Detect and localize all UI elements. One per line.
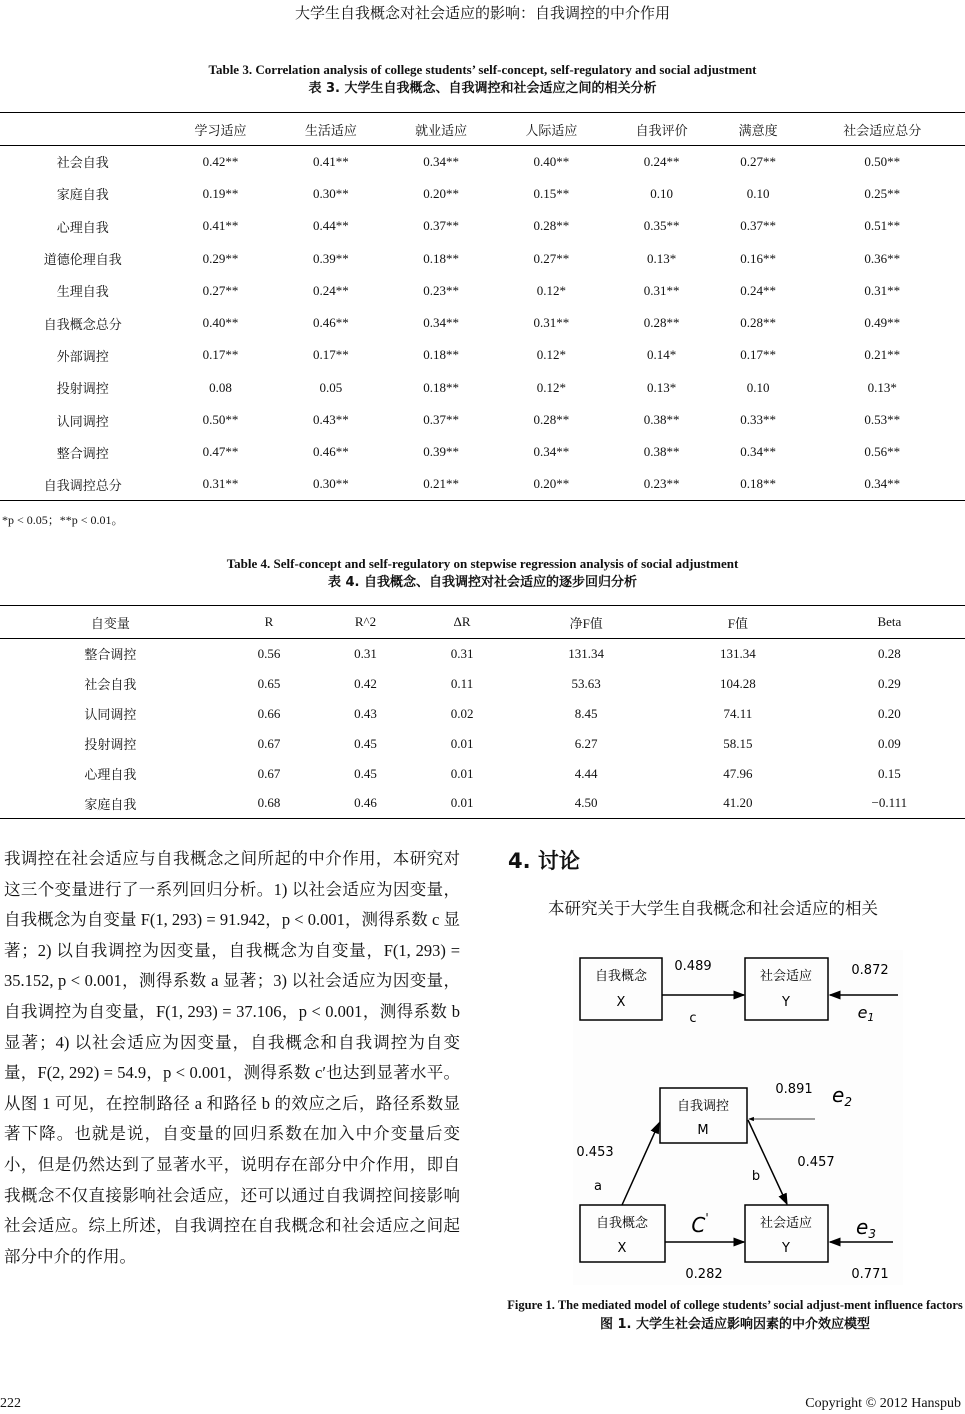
row-label: 社会自我 <box>56 155 109 171</box>
label: c <box>689 1011 697 1026</box>
table-cell: 0.66 <box>257 705 281 721</box>
table-cell: 0.21** <box>864 347 901 363</box>
table-cell: 0.43 <box>354 705 377 721</box>
table-cell: 0.30** <box>312 476 349 492</box>
table-cell: 0.30** <box>312 185 349 201</box>
cprime-symbol: C <box>691 1213 706 1237</box>
row-label: 认同调控 <box>84 707 137 722</box>
table-cell: 0.20** <box>533 476 570 492</box>
coef: 0.453 <box>576 1145 614 1160</box>
coef: 0.282 <box>685 1267 723 1282</box>
table-cell: 0.20 <box>877 705 901 721</box>
table-cell: 0.31** <box>202 476 239 492</box>
e1-symbol: e <box>857 1003 868 1022</box>
table-cell: 0.31** <box>643 282 680 298</box>
table-cell: 0.31 <box>354 645 377 661</box>
table-cell: −0.111 <box>871 795 908 811</box>
table-cell: 0.49** <box>864 315 901 331</box>
e2-symbol: e <box>832 1083 845 1107</box>
copyright: Copyright © 2012 Hanspub <box>805 1396 961 1411</box>
table-cell: 0.27** <box>202 282 239 298</box>
table-cell: 0.34** <box>423 153 459 169</box>
coef: 0.489 <box>674 959 712 974</box>
table-cell: 0.23** <box>643 476 680 492</box>
row-label: 家庭自我 <box>56 187 109 203</box>
table-cell: 0.12* <box>536 347 567 363</box>
table-cell: 0.12* <box>536 379 567 395</box>
coef: 0.872 <box>851 963 889 978</box>
table-cell: 0.18** <box>423 347 459 363</box>
table-cell: 0.01 <box>450 765 474 781</box>
label: Y <box>782 995 790 1010</box>
label: a <box>594 1179 602 1194</box>
table-cell: 0.43** <box>312 412 349 428</box>
table-cell: 41.20 <box>723 795 753 811</box>
table-cell: 0.25** <box>864 185 901 201</box>
table-cell: 0.47** <box>202 444 239 460</box>
table-cell: 0.46** <box>312 315 349 331</box>
label: b <box>751 1169 761 1184</box>
column-header: ΔR <box>453 614 471 629</box>
table-cell: 0.38** <box>643 412 680 428</box>
label: 自我概念 <box>595 1216 649 1231</box>
coef: 0.457 <box>797 1155 835 1170</box>
table-cell: 0.21** <box>423 476 459 492</box>
table-cell: 0.50** <box>864 153 901 169</box>
column-header: 满意度 <box>738 122 778 138</box>
table-cell: 0.13* <box>867 379 897 395</box>
row-label: 投射调控 <box>56 381 109 397</box>
table-cell: 0.28** <box>740 315 777 331</box>
table4-caption-en: Table 4. Self-concept and self-regulatory on stepwise regression analysis of social adjustment <box>226 556 739 571</box>
section-heading: 4. 讨论 <box>508 849 580 873</box>
table-cell: 0.31** <box>533 315 570 331</box>
figure1-caption-en: Figure 1. The mediated model of college students’ social adjust-ment influence factors <box>507 1298 963 1312</box>
table-cell: 4.44 <box>574 765 598 781</box>
table-cell: 131.34 <box>720 645 756 661</box>
column-header: 人际适应 <box>525 122 578 138</box>
table-cell: 0.51** <box>864 218 901 234</box>
table-cell: 0.18** <box>423 379 459 395</box>
table-cell: 0.18** <box>740 476 777 492</box>
table-cell: 0.24** <box>740 282 777 298</box>
table-cell: 0.56** <box>864 444 901 460</box>
table-cell: 0.13* <box>647 379 677 395</box>
page-number: 222 <box>0 1396 21 1411</box>
row-label: 生理自我 <box>56 284 109 300</box>
table-cell: 0.31 <box>450 645 474 661</box>
table-cell: 0.15** <box>533 185 570 201</box>
column-header: R <box>264 614 274 629</box>
table-cell: 0.42** <box>202 153 239 169</box>
table-cell: 6.27 <box>574 735 598 751</box>
column-header: R^2 <box>354 614 377 629</box>
table-cell: 0.42 <box>354 675 377 691</box>
column-header: F值 <box>727 615 748 631</box>
table-cell: 0.37** <box>423 218 459 234</box>
row-label: 自我概念总分 <box>43 316 122 332</box>
cprime-mark: ' <box>705 1211 709 1225</box>
table3-note: *p < 0.05；**p < 0.01。 <box>2 513 124 527</box>
column-header: 自变量 <box>90 615 130 631</box>
column-header: 社会适应总分 <box>843 122 922 138</box>
table-cell: 0.44** <box>312 218 349 234</box>
table-cell: 0.34** <box>740 444 777 460</box>
table-cell: 0.28** <box>533 412 570 428</box>
table3-caption-en: Table 3. Correlation analysis of college students’ self-concept, self-regulatory and social adjustment <box>208 62 757 77</box>
column-header: 学习适应 <box>194 122 247 138</box>
coef: 0.771 <box>851 1267 889 1282</box>
table-cell: 0.01 <box>450 795 474 811</box>
table-cell: 0.35** <box>643 218 680 234</box>
figure1-caption-zh: 图 1. 大学生社会适应影响因素的中介效应模型 <box>599 1317 871 1332</box>
column-header: 就业适应 <box>415 122 468 138</box>
table4-caption-zh: 表 4. 自我概念、自我调控对社会适应的逐步回归分析 <box>327 575 638 590</box>
table-cell: 0.10 <box>650 185 674 201</box>
label: 自我概念 <box>594 969 648 984</box>
table-cell: 0.36** <box>864 250 901 266</box>
table-cell: 0.50** <box>202 412 239 428</box>
table-cell: 0.41** <box>312 153 349 169</box>
table-cell: 0.27** <box>740 153 777 169</box>
row-label: 社会自我 <box>84 677 137 692</box>
row-label: 投射调控 <box>84 737 137 752</box>
row-label: 自我调控总分 <box>43 477 122 493</box>
label: X <box>617 1241 627 1256</box>
table-cell: 0.01 <box>450 735 474 751</box>
table-cell: 0.24** <box>643 153 680 169</box>
table-cell: 0.11 <box>450 675 474 691</box>
table-cell: 0.29** <box>202 250 239 266</box>
e1-subscript: 1 <box>867 1011 875 1024</box>
table-cell: 0.28** <box>533 218 570 234</box>
table-cell: 0.46** <box>312 444 349 460</box>
table-cell: 0.38** <box>643 444 680 460</box>
table-cell: 104.28 <box>720 675 756 691</box>
table-cell: 0.14* <box>647 347 677 363</box>
table-cell: 0.27** <box>533 250 570 266</box>
table-cell: 47.96 <box>723 765 753 781</box>
row-label: 认同调控 <box>56 413 109 429</box>
table-cell: 0.10 <box>746 379 770 395</box>
table-cell: 0.05 <box>319 379 343 395</box>
section-paragraph: 本研究关于大学生自我概念和社会适应的相关 <box>548 899 878 918</box>
table-cell: 0.10 <box>746 185 770 201</box>
table-cell: 0.17** <box>202 347 239 363</box>
body-text: 我调控在社会适应与自我概念之间所起的中介作用，本研究对这三个变量进行了一系列回归分析。1) 以社会适应为因变量，自我概念为自变量 F(1, 293) = 91.942，p < 0.001，测得系数 c 显著；2) 以自我调控为因变量，自我概念为自变量，F(1, 293) = 35.152, p < 0.001，测得系数 a 显著；3) 以社会适应为因变量，自我调控为自变量，F(1, 293) = 37.106，p < 0.001，测得系数 b 显著；4) 以社会适应为因变量，自我概念和自我调控为自变量，F(2, 292) = 54.9，p < 0.001，测得系数 c′也达到显著水平。从图 1 可见，在控制路径 a 和路径 b 的效应之后，路径系数显著下降。也就是说，自变量的回归系数在加入中介变量后变小，但是仍然达到了显著水平，说明存在部分中介作用，即自我概念不仅直接影响社会适应，还可以通过自我调控间接影响社会适应。综上所述，自我调控在自我概念和社会适应之间起部分中介的作用。 <box>4 849 460 1266</box>
table-cell: 0.17** <box>740 347 777 363</box>
table-cell: 0.67 <box>257 765 281 781</box>
coef: 0.891 <box>775 1082 813 1097</box>
table-cell: 0.34** <box>533 444 570 460</box>
table-cell: 0.40** <box>202 315 239 331</box>
table-cell: 0.45 <box>354 765 377 781</box>
table3-caption-zh: 表 3. 大学生自我概念、自我调控和社会适应之间的相关分析 <box>308 81 657 96</box>
table-cell: 0.31** <box>864 282 901 298</box>
table-cell: 0.65 <box>257 675 281 691</box>
row-label: 心理自我 <box>56 219 109 235</box>
running-header: 大学生自我概念对社会适应的影响：自我调控的中介作用 <box>294 6 670 22</box>
table-cell: 0.39** <box>423 444 459 460</box>
table-cell: 0.37** <box>423 412 459 428</box>
table-cell: 58.15 <box>723 735 753 751</box>
column-header: 自我评价 <box>635 122 688 138</box>
table-cell: 0.20** <box>423 185 459 201</box>
table-cell: 4.50 <box>574 795 598 811</box>
table-cell: 0.45 <box>354 735 377 751</box>
row-label: 整合调控 <box>56 445 109 461</box>
table-cell: 0.39** <box>312 250 349 266</box>
label: 社会适应 <box>759 969 813 984</box>
column-header: 净F值 <box>569 615 603 631</box>
table-cell: 0.34** <box>423 315 459 331</box>
table-cell: 0.33** <box>740 412 777 428</box>
row-label: 整合调控 <box>84 647 137 663</box>
row-label: 家庭自我 <box>84 796 137 812</box>
table-cell: 0.19** <box>202 185 239 201</box>
table-cell: 0.08 <box>209 379 232 395</box>
table-cell: 0.40** <box>533 153 570 169</box>
table-cell: 0.09 <box>877 735 901 751</box>
table-cell: 0.12* <box>536 282 567 298</box>
table-cell: 0.16** <box>740 250 777 266</box>
row-label: 心理自我 <box>84 767 137 782</box>
table-cell: 74.11 <box>723 705 753 721</box>
figure1-caption <box>505 1298 965 1332</box>
row-label: 外部调控 <box>56 348 109 364</box>
column-header: Beta <box>877 614 902 629</box>
table-cell: 0.68 <box>257 795 281 811</box>
table-cell: 0.18** <box>423 250 459 266</box>
label: 社会适应 <box>759 1216 813 1231</box>
table-cell: 0.41** <box>202 218 239 234</box>
table-cell: 8.45 <box>574 705 598 721</box>
row-label: 道德伦理自我 <box>43 252 122 268</box>
e3-symbol: e <box>856 1215 869 1239</box>
table-cell: 0.28** <box>643 315 680 331</box>
table-cell: 0.28 <box>877 645 901 661</box>
table-cell: 0.23** <box>423 282 459 298</box>
table-cell: 0.67 <box>257 735 281 751</box>
e2-subscript: 2 <box>844 1095 852 1109</box>
table-cell: 0.46 <box>354 795 377 811</box>
table-cell: 0.15 <box>877 765 901 781</box>
table-cell: 0.24** <box>312 282 349 298</box>
table-cell: 0.02 <box>450 705 474 721</box>
label: 自我调控 <box>676 1099 730 1114</box>
table-cell: 53.63 <box>571 675 601 691</box>
table-cell: 0.37** <box>740 218 777 234</box>
label: Y <box>782 1241 790 1256</box>
table-cell: 0.53** <box>864 412 901 428</box>
e3-subscript: 3 <box>868 1227 876 1241</box>
table-cell: 0.17** <box>312 347 349 363</box>
table-cell: 0.13* <box>647 250 677 266</box>
table-cell: 131.34 <box>568 645 605 661</box>
column-header: 生活适应 <box>304 122 357 138</box>
label: M <box>697 1123 709 1138</box>
table-cell: 0.34** <box>864 476 901 492</box>
table-cell: 0.56 <box>257 645 281 661</box>
label: X <box>616 995 626 1010</box>
table-cell: 0.29 <box>877 675 901 691</box>
